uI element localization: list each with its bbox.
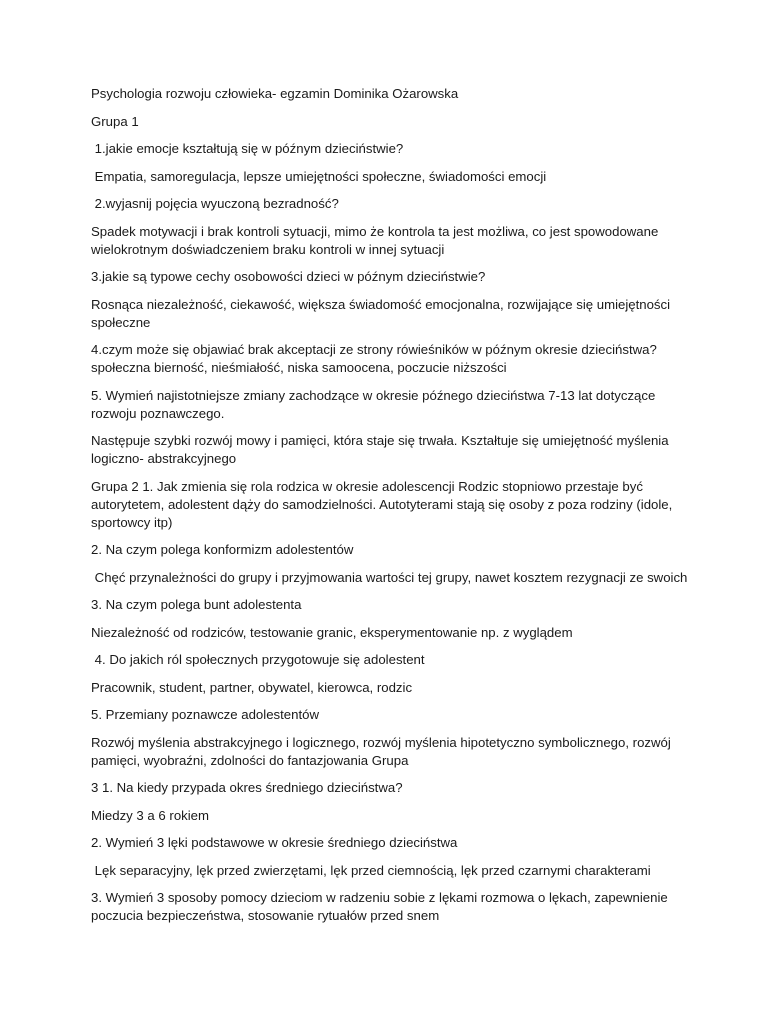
answer: Rosnąca niezależność, ciekawość, większa świadomość emocjonalna, rozwijające się umiejętności społeczne	[91, 296, 674, 330]
group-heading: Grupa 1	[91, 113, 139, 129]
answer: Następuje szybki rozwój mowy i pamięci, która staje się trwała. Kształtuje się umiejętność myślenia logiczno- abstrakcyjnego	[91, 433, 673, 466]
question: 2. Wymień 3 lęki podstawowe w okresie średniego dzieciństwa	[91, 835, 458, 850]
answer: Chęć przynależności do grupy i przyjmowania wartości tej grupy, nawet kosztem rezygnacji ze swoich	[91, 569, 688, 585]
document-body	[91, 85, 691, 935]
question-with-answer: 3. Wymień 3 sposoby pomocy dzieciom w radzeniu sobie z lękami rozmowa o lękach, zapewnienie poczucia bezpieczeństwa, stosowanie rytuałów przed snem	[91, 890, 672, 923]
answer: Spadek motywacji i brak kontroli sytuacji, mimo że kontrola ta jest możliwa, co jest spowodowane wielokrotnym doświadczeniem braku kontroli w innej sytuacji	[91, 223, 662, 257]
answer: Empatia, samoregulacja, lepsze umiejętności społeczne, świadomości emocji	[91, 168, 547, 184]
question-with-answer: Grupa 2 1. Jak zmienia się rola rodzica w okresie adolescencji Rodzic stopniowo przestaje być autorytetem, adolestent dąży do samodzielności. Autotyterami stają się osoby z poza rodziny (idole, sportowcy itp)	[91, 478, 676, 530]
question: 1.jakie emocje kształtują się w późnym dzieciństwie?	[91, 141, 404, 156]
question-with-answer: 4.czym może się objawiać brak akceptacji ze strony rówieśników w późnym okresie dzieciństwa? społeczna bierność, nieśmiałość, niska samoocena, poczucie niższości	[91, 342, 661, 375]
question: 3.jakie są typowe cechy osobowości dzieci w późnym dzieciństwie?	[91, 269, 486, 284]
question: 4. Do jakich ról społecznych przygotowuje się adolestent	[91, 652, 425, 667]
question: 2.wyjasnij pojęcia wyuczoną bezradność?	[91, 196, 339, 211]
question: 5. Przemiany poznawcze adolestentów	[91, 707, 319, 722]
answer: Niezależność od rodziców, testowanie granic, eksperymentowanie np. z wyglądem	[91, 624, 573, 640]
question: 3 1. Na kiedy przypada okres średniego dzieciństwa?	[91, 780, 403, 795]
answer: Lęk separacyjny, lęk przed zwierzętami, lęk przed ciemnością, lęk przed czarnymi charakterami	[91, 862, 651, 878]
answer: Miedzy 3 a 6 rokiem	[91, 807, 209, 823]
answer: Rozwój myślenia abstrakcyjnego i logicznego, rozwój myślenia hipotetyczno symbolicznego, rozwój pamięci, wyobraźni, zdolności do fantazjowania Grupa	[91, 734, 675, 768]
document-title: Psychologia rozwoju człowieka- egzamin Dominika Ożarowska	[91, 86, 459, 101]
question: 5. Wymień najistotniejsze zmiany zachodzące w okresie późnego dzieciństwa 7-13 lat dotyczące rozwoju poznawczego.	[91, 387, 659, 421]
question: 2. Na czym polega konformizm adolestentów	[91, 542, 354, 557]
question: 3. Na czym polega bunt adolestenta	[91, 597, 302, 612]
answer: Pracownik, student, partner, obywatel, kierowca, rodzic	[91, 679, 413, 695]
